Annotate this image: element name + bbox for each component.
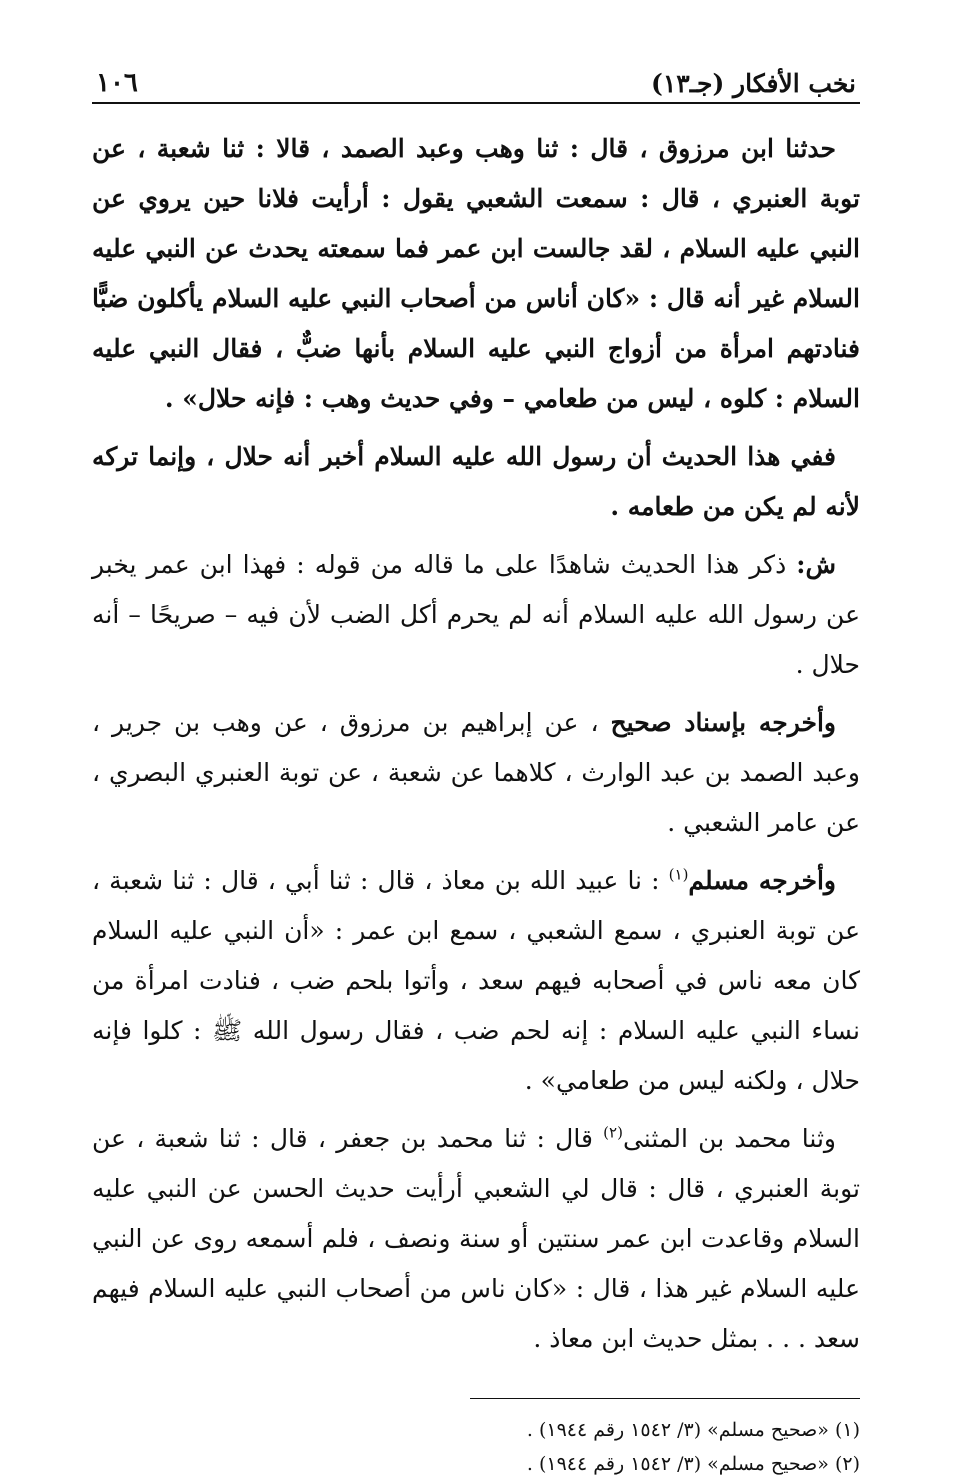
sharh-marker: ش:	[796, 550, 836, 579]
author-comment-paragraph	[92, 432, 860, 532]
footnotes	[92, 1413, 860, 1481]
second-chain-paragraph	[92, 1114, 860, 1364]
paragraph-text: ففي هذا الحديث أن رسول الله عليه السلام أخبر أنه حلال ، وإنما تركه لأنه لم يكن من طعامه .	[92, 442, 860, 521]
page-header	[92, 60, 860, 104]
paragraph-text: ، عن إبراهيم بن مرزوق ، عن وهب بن جرير ، وعبد الصمد بن عبد الوارث ، كلاهما عن شعبة ، عن توبة العنبري البصري ، عن عامر الشعبي .	[92, 708, 860, 837]
footnote-divider	[470, 1398, 860, 1399]
footnote-2: (٢) «صحيح مسلم» (٣/ ١٥٤٢ رقم ١٩٤٤) .	[526, 1453, 860, 1475]
footnote-1: (١) «صحيح مسلم» (٣/ ١٥٤٢ رقم ١٩٤٤) .	[526, 1419, 860, 1441]
takhrij-paragraph	[92, 698, 860, 848]
muslim-paragraph	[92, 856, 860, 1106]
book-title: نخب الأفكار (جـ١٣)	[650, 69, 856, 98]
muslim-lead: وأخرجه مسلم	[688, 866, 837, 895]
page-number: ١٠٦	[96, 68, 138, 98]
paragraph-text: حدثنا ابن مرزوق ، قال : ثنا وهب وعبد الصمد ، قالا : ثنا شعبة ، عن توبة العنبري ، قال : سمعت الشعبي يقول : أرأيت فلانا حين يروي عن النبي عليه السلام ، لقد جالست ابن عمر فما سمعته يحدث عن النبي عليه السلام غير أنه قال : «كان أناس من أصحاب النبي عليه السلام يأكلون ضبًّا فنادتهم امرأة من أزواج النبي عليه السلام بأنها ضبٌّ ، فقال النبي عليه السلام : كلوه ، ليس من طعامي – وفي حديث وهب : فإنه حلال» .	[92, 134, 860, 413]
takhrij-lead: وأخرجه بإسناد صحيح	[610, 708, 836, 737]
paragraph-text: ذكر هذا الحديث شاهدًا على ما قاله من قوله : فهذا ابن عمر يخبر عن رسول الله عليه السلام أنه لم يحرم أكل الضب لأن فيه – صريحًا – أنه حلال .	[92, 550, 860, 679]
paragraph-text: : نا عبيد الله بن معاذ ، قال : ثنا أبي ، قال : ثنا شعبة ، عن توبة العنبري ، سمع الشعبي ، سمع ابن عمر : «أن النبي عليه السلام كان معه ناس في أصحابه فيهم سعد ، وأتوا بلحم ضب ، فنادت امرأة من نساء النبي عليه السلام : إنه لحم ضب ، فقال رسول الله ﷺ : كلوا فإنه حلال ، ولكنه ليس من طعامي» .	[92, 866, 860, 1095]
footnote-ref-2[interactable]: (٢)	[603, 1123, 623, 1142]
hadith-paragraph	[92, 124, 860, 424]
page-body	[92, 124, 860, 1364]
chain-opening: وثنا محمد بن المثنى	[622, 1124, 836, 1153]
footnote-ref-1[interactable]: (١)	[668, 865, 689, 884]
paragraph-text: قال : ثنا محمد بن جعفر ، قال : ثنا شعبة ، عن توبة العنبري ، قال : قال لي الشعبي أرأيت حديث الحسن عن النبي عليه السلام وقاعدت ابن عمر سنتين أو سنة ونصف ، فلم أسمعه روى عن النبي عليه السلام غير هذا ، قال : «كان ناس من أصحاب النبي عليه السلام فيهم سعد . . . بمثل حديث ابن معاذ .	[92, 1124, 860, 1353]
sharh-paragraph	[92, 540, 860, 690]
book-page	[92, 60, 860, 1475]
